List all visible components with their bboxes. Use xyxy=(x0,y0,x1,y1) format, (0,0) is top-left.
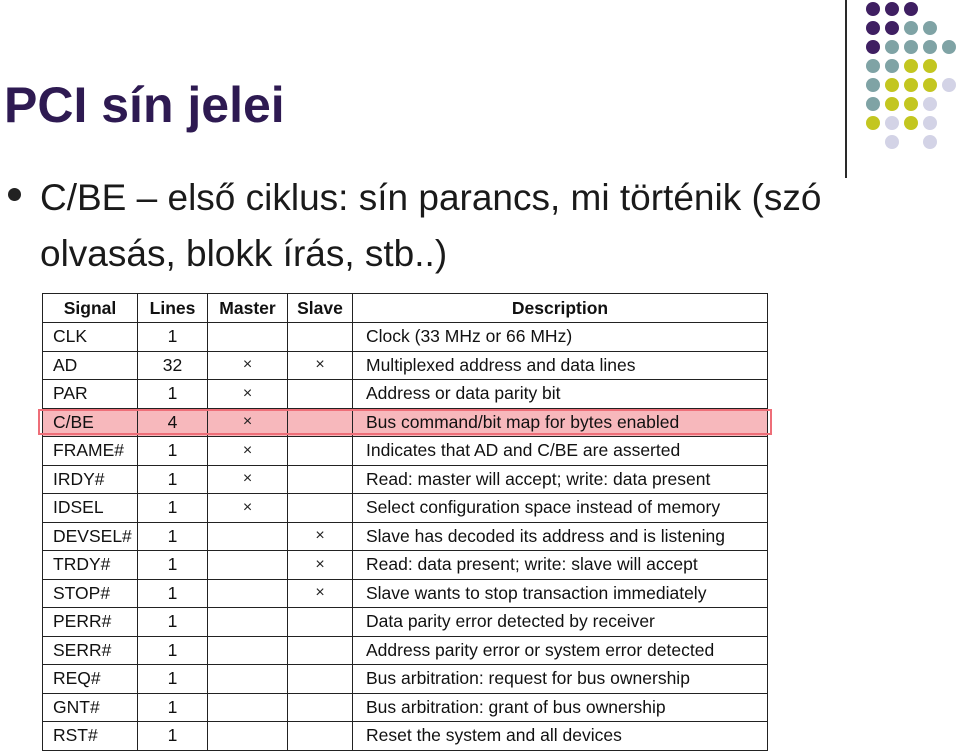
table-row xyxy=(43,551,768,580)
lines-cell: 1 xyxy=(138,551,208,580)
signal-cell: PERR# xyxy=(43,608,138,637)
header-lines: Lines xyxy=(138,294,208,323)
decorative-dot xyxy=(885,78,899,92)
description-cell: Multiplexed address and data lines xyxy=(353,351,768,380)
table-row xyxy=(43,465,768,494)
slave-cell: × xyxy=(288,351,353,380)
lines-cell: 1 xyxy=(138,380,208,409)
master-cell xyxy=(208,693,288,722)
signal-cell: FRAME# xyxy=(43,437,138,466)
table-row xyxy=(43,494,768,523)
decorative-dot xyxy=(885,59,899,73)
description-cell: Read: master will accept; write: data present xyxy=(353,465,768,494)
master-cell: × xyxy=(208,437,288,466)
table-header-row xyxy=(43,294,768,323)
header-slave: Slave xyxy=(288,294,353,323)
signal-cell: IRDY# xyxy=(43,465,138,494)
description-cell: Select configuration space instead of memory xyxy=(353,494,768,523)
decorative-dot xyxy=(923,116,937,130)
description-cell: Reset the system and all devices xyxy=(353,722,768,751)
lines-cell: 1 xyxy=(138,636,208,665)
signal-cell: TRDY# xyxy=(43,551,138,580)
decorative-dot xyxy=(923,135,937,149)
description-cell: Address or data parity bit xyxy=(353,380,768,409)
slave-cell xyxy=(288,323,353,352)
decorative-dot xyxy=(866,59,880,73)
description-cell: Bus command/bit map for bytes enabled xyxy=(353,408,768,437)
signal-cell: AD xyxy=(43,351,138,380)
decorative-dot xyxy=(923,21,937,35)
signal-cell: PAR xyxy=(43,380,138,409)
master-cell xyxy=(208,722,288,751)
signal-cell: RST# xyxy=(43,722,138,751)
signal-cell: C/BE xyxy=(43,408,138,437)
decorative-dot xyxy=(904,116,918,130)
decorative-dot xyxy=(866,2,880,16)
slave-cell xyxy=(288,380,353,409)
master-cell xyxy=(208,636,288,665)
master-cell xyxy=(208,579,288,608)
divider-line xyxy=(845,0,847,178)
table-row xyxy=(43,351,768,380)
decorative-dot xyxy=(866,78,880,92)
slave-cell xyxy=(288,437,353,466)
slave-cell xyxy=(288,636,353,665)
table-row xyxy=(43,665,768,694)
master-cell: × xyxy=(208,494,288,523)
decorative-dot xyxy=(923,40,937,54)
signal-cell: DEVSEL# xyxy=(43,522,138,551)
lines-cell: 1 xyxy=(138,665,208,694)
lines-cell: 1 xyxy=(138,608,208,637)
slave-cell xyxy=(288,665,353,694)
description-cell: Slave has decoded its address and is listening xyxy=(353,522,768,551)
table-row xyxy=(43,579,768,608)
bullet-text: C/BE – első ciklus: sín parancs, mi történik (szó olvasás, blokk írás, stb..) xyxy=(40,177,822,274)
decorative-dot xyxy=(866,97,880,111)
lines-cell: 1 xyxy=(138,437,208,466)
master-cell: × xyxy=(208,351,288,380)
signal-cell: STOP# xyxy=(43,579,138,608)
decorative-dot xyxy=(885,116,899,130)
decorative-dot xyxy=(885,2,899,16)
lines-cell: 1 xyxy=(138,522,208,551)
master-cell xyxy=(208,665,288,694)
header-signal: Signal xyxy=(43,294,138,323)
lines-cell: 1 xyxy=(138,693,208,722)
signal-cell: REQ# xyxy=(43,665,138,694)
decorative-dot xyxy=(904,97,918,111)
description-cell: Bus arbitration: grant of bus ownership xyxy=(353,693,768,722)
table-row xyxy=(43,380,768,409)
bullet-icon xyxy=(8,188,21,201)
description-cell: Address parity error or system error detected xyxy=(353,636,768,665)
lines-cell: 32 xyxy=(138,351,208,380)
decorative-dot xyxy=(904,40,918,54)
table-row xyxy=(43,693,768,722)
signal-cell: GNT# xyxy=(43,693,138,722)
slave-cell xyxy=(288,465,353,494)
lines-cell: 1 xyxy=(138,465,208,494)
slave-cell: × xyxy=(288,551,353,580)
table-row xyxy=(43,323,768,352)
master-cell: × xyxy=(208,465,288,494)
slave-cell xyxy=(288,408,353,437)
signal-cell: IDSEL xyxy=(43,494,138,523)
table-row xyxy=(43,408,768,437)
decorative-dot xyxy=(885,135,899,149)
master-cell xyxy=(208,323,288,352)
decorative-dot xyxy=(923,97,937,111)
slave-cell xyxy=(288,722,353,751)
table-row xyxy=(43,608,768,637)
decorative-dot xyxy=(904,21,918,35)
master-cell: × xyxy=(208,408,288,437)
slave-cell: × xyxy=(288,579,353,608)
slave-cell xyxy=(288,608,353,637)
decorative-dot xyxy=(885,21,899,35)
master-cell xyxy=(208,551,288,580)
signal-cell: SERR# xyxy=(43,636,138,665)
lines-cell: 1 xyxy=(138,579,208,608)
decorative-dot xyxy=(942,40,956,54)
table-row xyxy=(43,722,768,751)
slave-cell: × xyxy=(288,522,353,551)
description-cell: Clock (33 MHz or 66 MHz) xyxy=(353,323,768,352)
master-cell: × xyxy=(208,380,288,409)
decorative-dot xyxy=(885,97,899,111)
decorative-dot xyxy=(885,40,899,54)
table-row xyxy=(43,522,768,551)
header-description: Description xyxy=(353,294,768,323)
slave-cell xyxy=(288,494,353,523)
signal-cell: CLK xyxy=(43,323,138,352)
decorative-dot xyxy=(904,59,918,73)
decorative-dot xyxy=(866,40,880,54)
description-cell: Indicates that AD and C/BE are asserted xyxy=(353,437,768,466)
lines-cell: 4 xyxy=(138,408,208,437)
lines-cell: 1 xyxy=(138,722,208,751)
header-master: Master xyxy=(208,294,288,323)
decorative-dot xyxy=(866,21,880,35)
decorative-dot xyxy=(904,2,918,16)
master-cell xyxy=(208,608,288,637)
description-cell: Read: data present; write: slave will accept xyxy=(353,551,768,580)
decorative-dot xyxy=(942,78,956,92)
slave-cell xyxy=(288,693,353,722)
pci-signal-table xyxy=(42,293,768,751)
slide-title: PCI sín jelei xyxy=(4,77,285,133)
table-row xyxy=(43,636,768,665)
description-cell: Data parity error detected by receiver xyxy=(353,608,768,637)
description-cell: Bus arbitration: request for bus ownership xyxy=(353,665,768,694)
decorative-dot xyxy=(866,116,880,130)
description-cell: Slave wants to stop transaction immediately xyxy=(353,579,768,608)
decorative-dot xyxy=(923,59,937,73)
decorative-dot xyxy=(923,78,937,92)
lines-cell: 1 xyxy=(138,323,208,352)
lines-cell: 1 xyxy=(138,494,208,523)
decorative-dot xyxy=(904,78,918,92)
master-cell xyxy=(208,522,288,551)
table-row xyxy=(43,437,768,466)
